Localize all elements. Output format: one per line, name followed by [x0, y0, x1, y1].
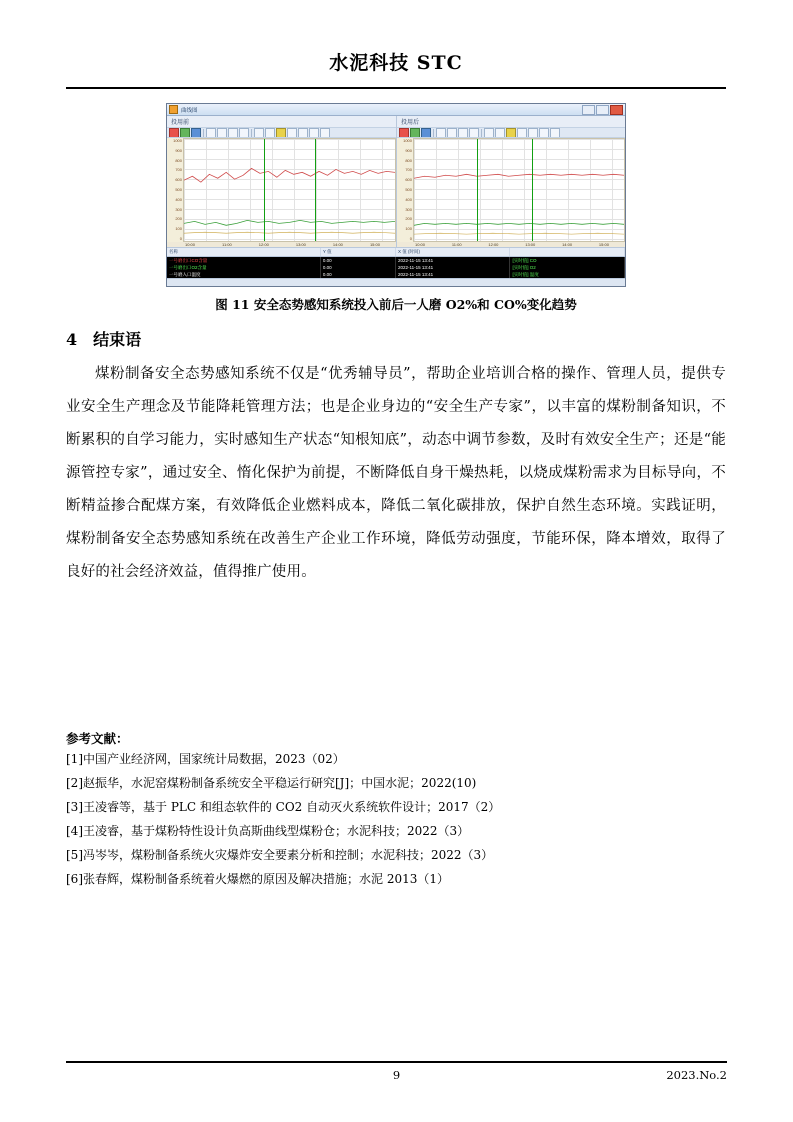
export-icon[interactable]: [539, 128, 549, 138]
col-name: 名称: [167, 248, 321, 256]
window-title: 曲线图: [181, 107, 198, 114]
col-y: Y 值: [321, 248, 396, 256]
row-name: 一号磨出口CO含量: [167, 257, 321, 264]
arrow-right-icon[interactable]: [265, 128, 275, 138]
y-axis-right: [397, 138, 413, 242]
pause-icon[interactable]: [191, 128, 201, 138]
trend-lines-after: [414, 139, 624, 241]
settings-icon[interactable]: [320, 128, 330, 138]
chart-icon: [169, 105, 178, 114]
row-x: 2022-11-15 13:41: [396, 264, 511, 271]
y-tick: 300: [175, 206, 182, 212]
reference-item: [6]张春辉，煤粉制备系统着火爆燃的原因及解决措施；水泥 2013（1）: [66, 872, 449, 886]
y-tick: 900: [405, 147, 412, 153]
pane-after-toolbar[interactable]: [397, 127, 625, 138]
y-tick: 800: [175, 157, 182, 163]
section-title: 结束语: [93, 330, 142, 349]
legend-table: [167, 247, 625, 278]
cursor-line[interactable]: [315, 139, 316, 241]
screenshot-window: [166, 103, 626, 287]
search-icon[interactable]: [239, 128, 249, 138]
row-name: 一号磨入口温度: [167, 271, 321, 278]
export-icon[interactable]: [309, 128, 319, 138]
x-tick: 10:00: [415, 242, 426, 247]
y-tick: 600: [405, 177, 412, 183]
page-footer: [66, 1061, 727, 1082]
section-number: 4: [66, 330, 78, 349]
y-tick: 0: [409, 235, 412, 241]
toolbar-separator: [251, 129, 252, 137]
y-tick: 200: [175, 216, 182, 222]
reference-item: [3]王凌睿等，基于 PLC 和组态软件的 CO2 自动灭火系统软件设计；2017（2）: [66, 800, 501, 814]
stop-icon[interactable]: [206, 128, 216, 138]
trend-lines-before: [184, 139, 395, 241]
page-number: 9: [392, 1068, 401, 1082]
trend-chart-before[interactable]: [183, 138, 396, 242]
y-tick: 800: [405, 157, 412, 163]
figure-11: [66, 103, 726, 287]
x-tick: 14:00: [562, 242, 573, 247]
x-tick: 11:00: [451, 242, 462, 247]
row-y: 0.00: [321, 257, 396, 264]
print-icon[interactable]: [298, 128, 308, 138]
page-content: [66, 0, 726, 1122]
settings-icon[interactable]: [550, 128, 560, 138]
color-icon[interactable]: [287, 128, 297, 138]
pane-before-plot: [167, 138, 396, 242]
x-tick: 14:00: [332, 242, 343, 247]
y-tick: 0: [179, 235, 182, 241]
references-title: 参考文献：: [66, 731, 129, 746]
row-x: 2022-11-15 13:41: [396, 271, 511, 278]
zoom-out-icon[interactable]: [458, 128, 468, 138]
pane-before: [167, 116, 396, 247]
maximize-icon[interactable]: [596, 105, 609, 115]
y-tick: 700: [175, 167, 182, 173]
cursor-line[interactable]: [477, 139, 478, 241]
search-icon[interactable]: [469, 128, 479, 138]
window-statusbar: [167, 278, 625, 286]
x-tick: 12:00: [258, 242, 269, 247]
y-axis-left: [167, 138, 183, 242]
arrow-left-icon[interactable]: [254, 128, 264, 138]
col-extra: [510, 248, 625, 256]
y-tick: 700: [405, 167, 412, 173]
color-icon[interactable]: [517, 128, 527, 138]
toolbar-separator: [481, 129, 482, 137]
y-tick: 1000: [173, 138, 182, 143]
window-titlebar: [167, 104, 625, 116]
zoom-out-icon[interactable]: [228, 128, 238, 138]
chart-panes: [167, 116, 625, 247]
y-tick: 400: [175, 196, 182, 202]
figure-caption: 图 11 安全态势感知系统投入前后一人磨 O2%和 CO%变化趋势: [215, 297, 577, 312]
reference-item: [5]冯岑岑，煤粉制备系统火灾爆炸安全要素分析和控制；水泥科技；2022（3）: [66, 848, 494, 862]
zoom-in-icon[interactable]: [217, 128, 227, 138]
stop-icon[interactable]: [436, 128, 446, 138]
window-controls[interactable]: [582, 105, 623, 115]
play-icon[interactable]: [410, 128, 420, 138]
row-y: 0.00: [321, 271, 396, 278]
pane-before-label: 投用前: [171, 120, 190, 126]
y-tick: 600: [175, 177, 182, 183]
row-tag: [实时值] 温度: [510, 271, 625, 278]
row-tag: [实时值] CO: [510, 257, 625, 264]
legend-table-header: [167, 248, 625, 257]
x-tick: 13:00: [525, 242, 536, 247]
arrow-left-icon[interactable]: [484, 128, 494, 138]
section-heading: [66, 327, 726, 350]
x-tick: 10:00: [185, 242, 196, 247]
row-tag: [实时值] O2: [510, 264, 625, 271]
close-icon[interactable]: [610, 105, 623, 115]
play-icon[interactable]: [180, 128, 190, 138]
issue-label: 2023.No.2: [666, 1068, 727, 1082]
table-row[interactable]: [167, 264, 625, 271]
pause-icon[interactable]: [421, 128, 431, 138]
y-tick: 200: [405, 216, 412, 222]
col-x: X 值 (时间): [396, 248, 511, 256]
table-row[interactable]: [167, 257, 625, 264]
x-tick: 15:00: [369, 242, 380, 247]
cursor-line[interactable]: [264, 139, 265, 241]
trend-chart-after[interactable]: [413, 138, 625, 242]
cursor-line[interactable]: [532, 139, 533, 241]
row-y: 0.00: [321, 264, 396, 271]
reference-item: [4]王凌睿，基于煤粉特性设计负高斯曲线型煤粉仓；水泥科技；2022（3）: [66, 824, 470, 838]
print-icon[interactable]: [528, 128, 538, 138]
y-tick: 900: [175, 147, 182, 153]
y-tick: 500: [405, 186, 412, 192]
info-icon[interactable]: [169, 128, 179, 138]
section-paragraph: 煤粉制备安全态势感知系统不仅是“优秀辅导员”，帮助企业培训合格的操作、管理人员，提供专业安全生产理念及节能降耗管理方法；也是企业身边的“安全生产专家”，以丰富的煤粉制备知识，不断累积的自学习能力，实时感知生产状态“知根知底”，动态中调节参数，及时有效安全生产；还是“能源管控专家”，通过安全、惰化保护为前提，不断降低自身干燥热耗，以烧成煤粉需求为目标导向，不断精益掺合配煤方案，有效降低企业燃料成本，降低二氧化碳排放，保护自然生态环境。实践证明，煤粉制备安全态势感知系统在改善生产企业工作环境，降低劳动强度，节能环保，降本增效，取得了良好的社会经济效益，值得推广使用。: [66, 366, 726, 580]
y-tick: 400: [405, 196, 412, 202]
x-tick: 13:00: [295, 242, 306, 247]
row-name: 一号磨出口O2含量: [167, 264, 321, 271]
x-tick: 12:00: [488, 242, 499, 247]
minimize-icon[interactable]: [582, 105, 595, 115]
toolbar-separator: [203, 129, 204, 137]
reference-item: [1]中国产业经济网，国家统计局数据，2023（02）: [66, 752, 345, 766]
x-tick: 11:00: [222, 242, 232, 247]
zoom-in-icon[interactable]: [447, 128, 457, 138]
y-tick: 100: [405, 226, 412, 232]
row-x: 2022-11-15 13:41: [396, 257, 511, 264]
y-tick: 300: [405, 206, 412, 212]
info-icon[interactable]: [399, 128, 409, 138]
grid-icon[interactable]: [276, 128, 286, 138]
header-divider: [66, 87, 726, 89]
toolbar-separator: [433, 129, 434, 137]
x-axis-left: [167, 242, 396, 247]
pane-after-plot: [397, 138, 625, 242]
y-tick: 100: [175, 226, 182, 232]
pane-after-label: 投用后: [401, 120, 420, 126]
x-axis-right: [397, 242, 625, 247]
table-row[interactable]: [167, 271, 625, 278]
page-header-title: 水泥科技 STC: [329, 52, 463, 74]
grid-icon[interactable]: [506, 128, 516, 138]
arrow-right-icon[interactable]: [495, 128, 505, 138]
pane-before-toolbar[interactable]: [167, 127, 396, 138]
x-tick: 15:00: [598, 242, 609, 247]
y-tick: 500: [175, 186, 182, 192]
footer-divider: [66, 1061, 727, 1063]
reference-item: [2]赵振华，水泥窑煤粉制备系统安全平稳运行研究[J]；中国水泥；2022(10): [66, 776, 477, 790]
pane-after: [396, 116, 625, 247]
y-tick: 1000: [403, 138, 412, 143]
